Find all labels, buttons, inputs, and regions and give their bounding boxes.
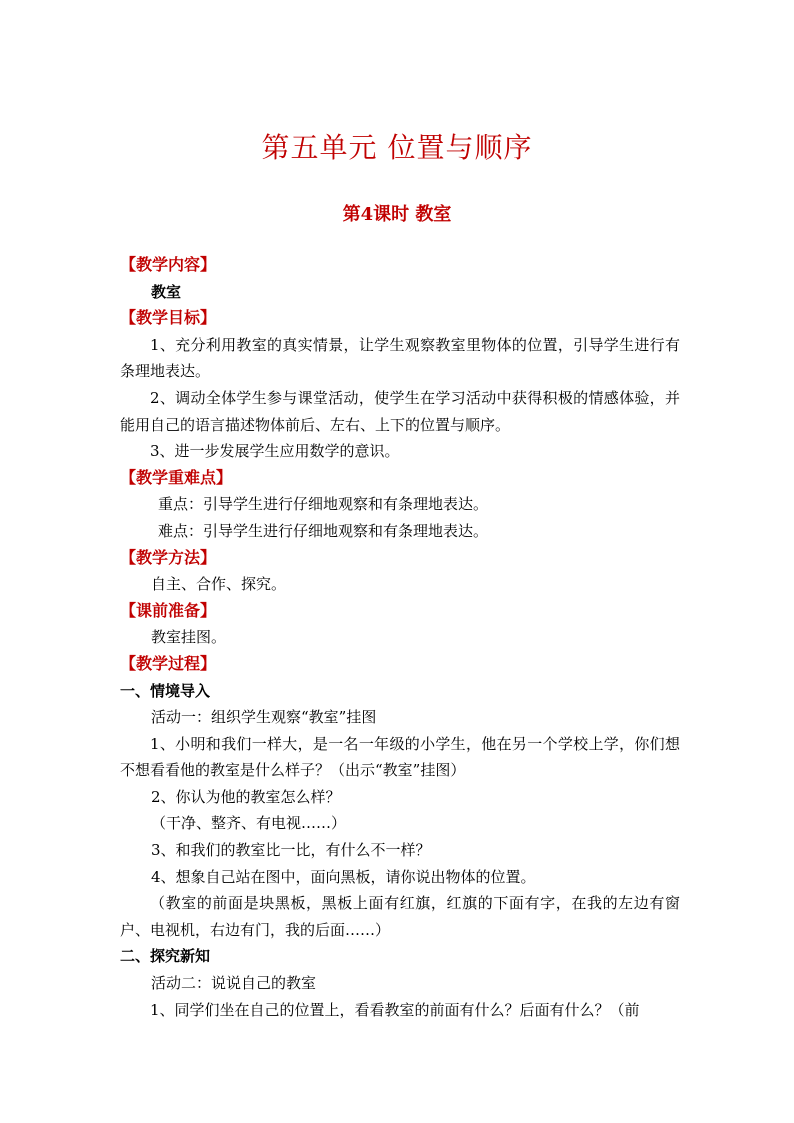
goal-3: 3、进一步发展学生应用数学的意识。 — [150, 442, 400, 461]
content-text: 教室 — [151, 282, 182, 301]
section-heading-method: 【教学方法】 — [120, 547, 217, 567]
part-1-item-3: 3、和我们的教室比一比，有什么不一样？ — [151, 841, 431, 860]
lesson-subtitle: 第4课时 教室 — [342, 204, 452, 225]
part-1-item-4: 4、想象自己站在图中，面向黑板，请你说出物体的位置。 — [151, 867, 536, 886]
section-heading-content: 【教学内容】 — [120, 255, 217, 274]
section-heading-key-points: 【教学重难点】 — [120, 467, 233, 487]
part-1-heading: 一、情境导入 — [120, 681, 211, 700]
preparation-text: 教室挂图。 — [151, 628, 227, 647]
section-heading-goals: 【教学目标】 — [120, 308, 217, 328]
part-1-item-2-answer: （干净、整齐、有电视……） — [151, 814, 347, 833]
part-2-heading: 二、探究新知 — [120, 947, 211, 966]
goal-1: 1、充分利用教室的真实情景，让学生观察教室里物体的位置，引导学生进行有条理地表达。 — [120, 335, 680, 381]
unit-title: 第五单元 位置与顺序 — [261, 131, 533, 164]
goal-2: 2、调动全体学生参与课堂活动，使学生在学习活动中获得积极的情感体验，并能用自己的语言描述物体前后、左右、上下的位置与顺序。 — [120, 388, 680, 434]
key-point: 重点：引导学生进行仔细地观察和有条理地表达。 — [158, 495, 489, 514]
activity-1: 活动一：组织学生观察“教室”挂图 — [151, 708, 377, 727]
difficult-point: 难点：引导学生进行仔细地观察和有条理地表达。 — [158, 521, 489, 540]
section-heading-preparation: 【课前准备】 — [120, 600, 217, 620]
lesson-content — [120, 252, 680, 1023]
part-1-item-2: 2、你认为他的教室怎么样？ — [151, 787, 341, 806]
part-1-item-1: 1、小明和我们一样大，是一名一年级的小学生，他在另一个学校上学，你们想不想看看他的教室是什么样子？（出示“教室”挂图） — [120, 734, 680, 780]
part-1-item-4-answer: （教室的前面是块黑板，黑板上面有红旗，红旗的下面有字，在我的左边有窗户、电视机，右边有门，我的后面……） — [120, 894, 680, 939]
section-heading-process: 【教学过程】 — [120, 653, 217, 673]
method-text: 自主、合作、探究。 — [151, 575, 287, 594]
activity-2: 活动二：说说自己的教室 — [151, 974, 317, 993]
part-2-item-1: 1、同学们坐在自己的位置上，看看教室的前面有什么？后面有什么？（前 — [150, 1000, 640, 1019]
